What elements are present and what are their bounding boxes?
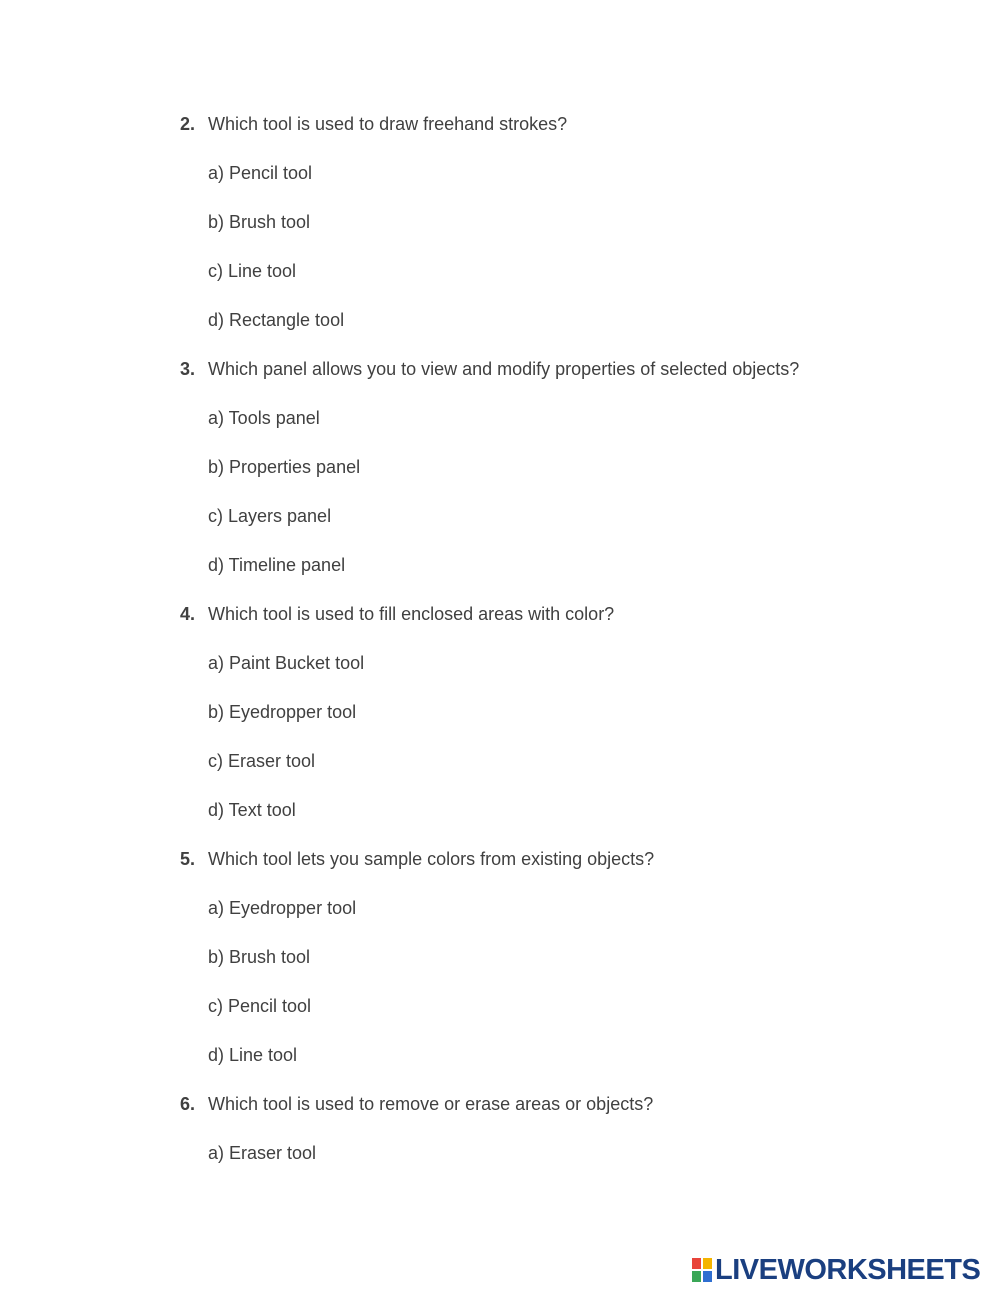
liveworksheets-logo bbox=[692, 1254, 980, 1286]
answer-option: b) Properties panel bbox=[208, 457, 361, 477]
answer-option: a) Eyedropper tool bbox=[208, 898, 357, 918]
answer-option: a) Pencil tool bbox=[208, 163, 313, 183]
question-text: Which panel allows you to view and modify properties of selected objects? bbox=[208, 359, 800, 379]
answer-option: c) Line tool bbox=[208, 261, 297, 281]
answer-option: b) Eyedropper tool bbox=[208, 702, 357, 722]
question-text: Which tool is used to draw freehand strokes? bbox=[208, 114, 568, 134]
answer-option: a) Eraser tool bbox=[208, 1143, 317, 1163]
logo-text: LIVEWORKSHEETS bbox=[715, 1254, 981, 1286]
question-text: Which tool lets you sample colors from existing objects? bbox=[208, 849, 655, 869]
answer-option: c) Layers panel bbox=[208, 506, 332, 526]
answer-option: a) Tools panel bbox=[208, 408, 320, 428]
question-number: 4. bbox=[180, 604, 196, 624]
question-number: 5. bbox=[180, 849, 196, 869]
question-number: 3. bbox=[180, 359, 196, 379]
answer-option: d) Text tool bbox=[208, 800, 296, 820]
question-text: Which tool is used to fill enclosed areas with color? bbox=[208, 604, 615, 624]
answer-option: d) Line tool bbox=[208, 1045, 298, 1065]
liveworksheets-logo-icon bbox=[692, 1258, 712, 1282]
answer-option: b) Brush tool bbox=[208, 947, 311, 967]
answer-option: c) Eraser tool bbox=[208, 751, 316, 771]
answer-option: d) Timeline panel bbox=[208, 555, 346, 575]
question-number: 6. bbox=[180, 1094, 196, 1114]
question-text: Which tool is used to remove or erase areas or objects? bbox=[208, 1094, 654, 1114]
answer-option: d) Rectangle tool bbox=[208, 310, 345, 330]
answer-option: a) Paint Bucket tool bbox=[208, 653, 365, 673]
answer-option: b) Brush tool bbox=[208, 212, 311, 232]
question-number: 2. bbox=[180, 114, 196, 134]
answer-option: c) Pencil tool bbox=[208, 996, 312, 1016]
